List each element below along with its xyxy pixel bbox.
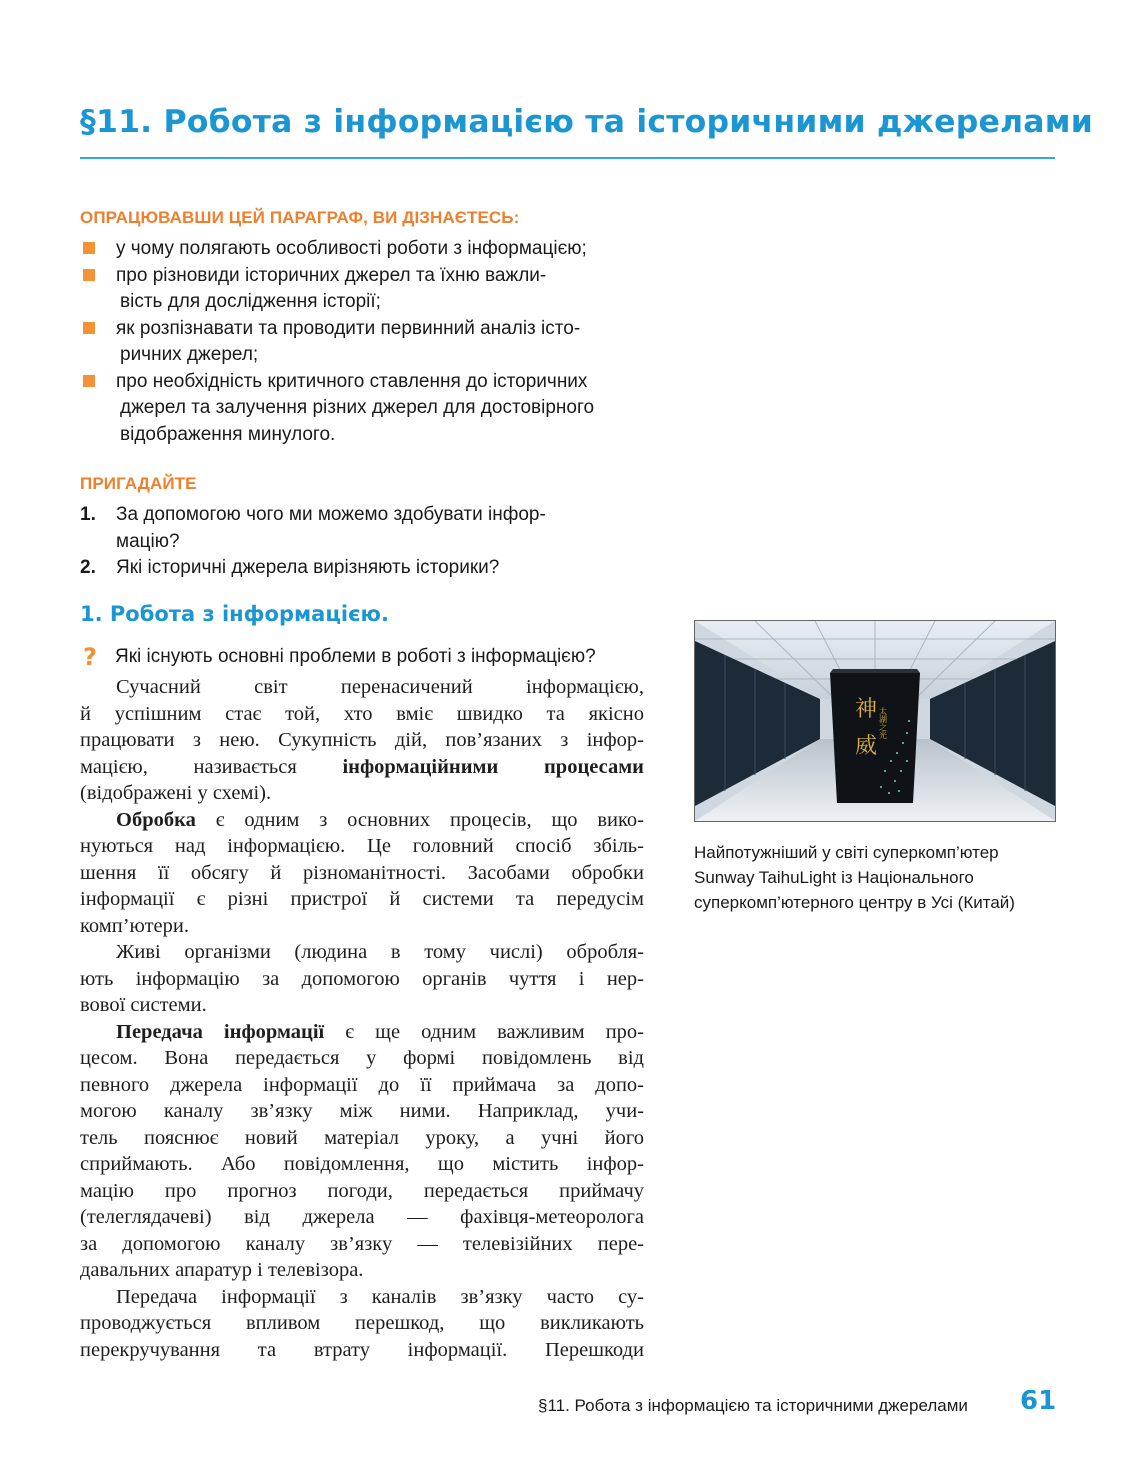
bullet-square-icon <box>83 242 95 254</box>
body-line: за допомогою каналу зв’язку — телевізійних пере- <box>80 1232 644 1255</box>
recall-item-line: Які історичні джерела вирізняють історики? <box>116 557 500 578</box>
body-line: комп’ютери. <box>80 914 189 937</box>
learn-item <box>80 316 650 369</box>
body-text-segment: є одним з основних процесів, що вико- <box>195 808 644 831</box>
recall-item-line: мацію? <box>116 530 180 552</box>
body-line: могою каналу зв’язку між ними. Наприклад, учи- <box>80 1100 644 1122</box>
learn-item <box>80 236 650 263</box>
bullet-square-icon <box>83 269 95 281</box>
body-line: вової системи. <box>80 994 207 1016</box>
body-line: нуються над інформацією. Це головний спосіб збіль- <box>80 835 644 857</box>
body-line: й успішним стає той, хто вміє швидко та якісно <box>80 702 644 725</box>
body-line: Живі організми (людина в тому числі) обробля- <box>116 941 644 963</box>
bold-term: Обробка <box>116 808 196 831</box>
body-line: Передача інформації з каналів зв’язку часто су- <box>116 1285 644 1308</box>
caption-line: Sunway TaihuLight із Національного <box>694 868 974 887</box>
learn-item <box>80 369 650 449</box>
bullet-square-icon <box>83 375 95 387</box>
learn-item-line: вість для дослідження історії; <box>120 291 381 312</box>
learn-item-line: про необхідність критичного ставлення до історичних <box>116 370 588 392</box>
photo-glyph-2: 威 <box>855 734 878 759</box>
body-line: проводжується впливом перешкод, що викликають <box>80 1312 644 1334</box>
bold-term: інформаційними процесами <box>342 755 644 778</box>
learn-item-line: у чому полягають особливості роботи з інформацією; <box>116 238 587 259</box>
question-mark-icon: ? <box>83 643 97 671</box>
section-question: Які існують основні проблеми в роботі з інформацією? <box>115 646 596 667</box>
learn-item <box>80 263 650 316</box>
learn-item-line: ричних джерел; <box>120 344 259 365</box>
body-line: давальних апаратур і телевізора. <box>80 1259 364 1281</box>
section-heading: 1. Робота з інформацією. <box>80 602 389 626</box>
page-title: §11. Робота з інформацією та історичними джерелами <box>80 104 1093 140</box>
title-divider <box>80 157 1055 159</box>
page-number: 61 <box>1020 1386 1057 1416</box>
supercomputer-illustration <box>695 621 1055 821</box>
body-line: Сучасний світ перенасичений інформацією, <box>116 676 644 698</box>
recall-number: 2. <box>80 557 96 578</box>
body-text <box>80 674 644 1363</box>
learn-item-line: про різновиди історичних джерел та їхню важли- <box>116 264 547 286</box>
photo-glyph-1: 神 <box>855 697 878 722</box>
body-line: певного джерела інформації до її приймача за допо- <box>80 1073 644 1096</box>
supercomputer-photo <box>694 620 1056 822</box>
body-line: мацію про прогноз погоди, передається приймачу <box>80 1179 644 1202</box>
learn-item-line: як розпізнавати та проводити первинний аналіз істо- <box>116 317 581 339</box>
body-line: (телеглядачеві) від джерела — фахівця-метеоролога <box>80 1206 644 1228</box>
running-footer: §11. Робота з інформацією та історичними джерелами <box>538 1396 968 1415</box>
body-line: цесом. Вона передається у формі повідомлень від <box>80 1047 644 1069</box>
recall-list <box>80 502 650 582</box>
body-text-segment: мацією, називається <box>80 755 343 778</box>
body-line: сприймають. Або повідомлення, що містить інфор- <box>80 1153 644 1175</box>
body-line: ють інформацію за допомогою органів чуття і нер- <box>80 967 644 990</box>
photo-small-glyphs: 太湖之光 <box>878 707 888 739</box>
recall-number: 1. <box>80 504 96 525</box>
learn-item-line: відображення минулого. <box>120 423 336 445</box>
recall-item <box>80 502 650 555</box>
caption-line: Найпотужніший у світі суперкомп’ютер <box>694 843 999 862</box>
body-line <box>80 807 644 834</box>
bold-term: Передача інформації <box>116 1020 325 1043</box>
body-line: інформації є різні пристрої й системи та передусім <box>80 888 644 910</box>
recall-heading: ПРИГАДАЙТЕ <box>80 474 197 493</box>
learn-heading: ОПРАЦЮВАВШИ ЦЕЙ ПАРАГРАФ, ВИ ДІЗНАЄТЕСЬ: <box>80 208 520 227</box>
photo-caption <box>694 840 1064 915</box>
learn-item-line: джерел та залучення різних джерел для достовірного <box>120 397 595 418</box>
body-text-segment: є ще одним важливим про- <box>324 1020 644 1043</box>
body-line: тель пояснює новий матеріал уроку, а учні його <box>80 1126 644 1149</box>
recall-item <box>80 555 650 582</box>
body-line: (відображені у схемі). <box>80 782 272 804</box>
bullet-square-icon <box>83 322 95 334</box>
caption-line: суперкомп’ютерного центру в Усі (Китай) <box>694 893 1015 912</box>
recall-item-line: За допомогою чого ми можемо здобувати інфор- <box>116 504 546 525</box>
learn-list <box>80 236 650 448</box>
body-line <box>80 1019 644 1046</box>
body-line: перекручування та втрату інформації. Перешкоди <box>80 1338 644 1361</box>
body-line <box>80 754 644 781</box>
body-line: працювати з нею. Сукупність дій, пов’язаних з інфор- <box>80 729 644 751</box>
body-line: шення її обсягу й різноманітності. Засобами обробки <box>80 861 644 884</box>
